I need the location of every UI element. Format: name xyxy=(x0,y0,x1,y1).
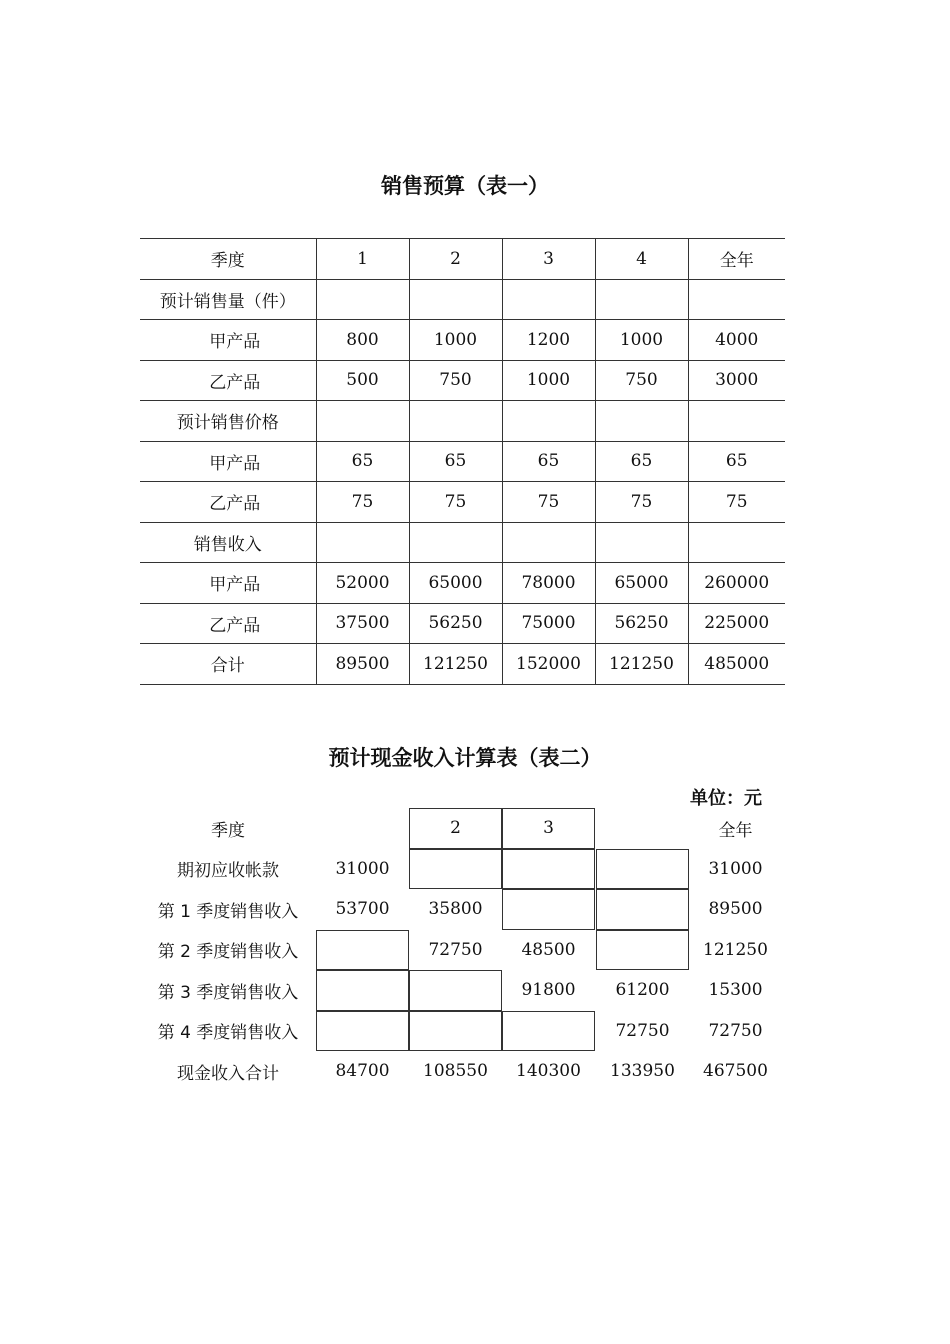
table-row xyxy=(140,401,785,442)
table-cell: 75 xyxy=(409,482,502,523)
table-cell: 61200 xyxy=(615,980,670,1001)
row-label: 销售收入 xyxy=(140,522,316,563)
table-cell xyxy=(316,808,409,849)
table-cell: 65 xyxy=(409,441,502,482)
table-cell xyxy=(409,522,502,563)
table-cell: 750 xyxy=(595,360,688,401)
table-row xyxy=(140,563,785,604)
table-cell: 56250 xyxy=(409,603,502,644)
table-cell: 56250 xyxy=(595,603,688,644)
table-cell: 133950 xyxy=(610,1061,675,1082)
table-cell xyxy=(688,522,785,563)
table-cell xyxy=(316,401,409,442)
table-cell: 65000 xyxy=(595,563,688,604)
table-cell: 72750 xyxy=(615,1020,670,1041)
table-cell xyxy=(502,522,595,563)
table-cell: 75 xyxy=(502,482,595,523)
table-cell xyxy=(502,849,595,890)
row-label: 预计销售价格 xyxy=(140,401,316,442)
table-cell xyxy=(316,970,409,1011)
table-cell: 1000 xyxy=(595,320,688,361)
row-label: 甲产品 xyxy=(140,441,316,482)
table-cell: 75 xyxy=(595,482,688,523)
table-cell: 89500 xyxy=(316,644,409,685)
table-cell xyxy=(409,849,502,890)
table-cell: 485000 xyxy=(688,644,785,685)
table-cell xyxy=(409,1011,502,1052)
table-cell: 72750 xyxy=(428,939,483,960)
table-cell: 31000 xyxy=(335,858,390,879)
row-label: 甲产品 xyxy=(140,563,316,604)
table-cell: 75 xyxy=(688,482,785,523)
table-cell: 15300 xyxy=(708,980,763,1001)
unit-label: 单位：元 xyxy=(690,788,762,809)
table-cell: 52000 xyxy=(316,563,409,604)
row-label: 期初应收帐款 xyxy=(177,861,279,882)
row-label: 乙产品 xyxy=(140,360,316,401)
table-cell: 78000 xyxy=(502,563,595,604)
row-label: 第 4 季度销售收入 xyxy=(157,1023,299,1044)
header-label: 季度 xyxy=(140,239,316,280)
row-label: 现金收入合计 xyxy=(177,1063,279,1084)
row-label: 第 1 季度销售收入 xyxy=(157,901,299,922)
row-label: 第 2 季度销售收入 xyxy=(157,942,299,963)
table-row xyxy=(140,644,785,685)
table-cell xyxy=(409,401,502,442)
header-cell: 1 xyxy=(316,239,409,280)
table-cell xyxy=(316,522,409,563)
table-row xyxy=(140,603,785,644)
table-cell: 4000 xyxy=(688,320,785,361)
table-cell: 800 xyxy=(316,320,409,361)
header-cell: 全年 xyxy=(688,239,785,280)
table-cell xyxy=(595,279,688,320)
table-row xyxy=(140,441,785,482)
table-cell xyxy=(409,279,502,320)
table-row xyxy=(140,522,785,563)
table1-header-row xyxy=(140,239,785,280)
table-cell: 1000 xyxy=(409,320,502,361)
table-cell: 84700 xyxy=(335,1061,390,1082)
table-cell: 750 xyxy=(409,360,502,401)
sales-budget-table xyxy=(140,238,785,685)
table-cell xyxy=(316,279,409,320)
table-cell xyxy=(502,401,595,442)
table-cell: 2 xyxy=(409,808,502,849)
header-cell: 3 xyxy=(502,239,595,280)
table-cell: 1200 xyxy=(502,320,595,361)
table-cell xyxy=(409,970,502,1011)
row-label: 乙产品 xyxy=(140,482,316,523)
table-cell xyxy=(596,808,689,849)
table-cell: 65 xyxy=(688,441,785,482)
header-cell: 2 xyxy=(409,239,502,280)
table-cell: 467500 xyxy=(703,1061,768,1082)
table-cell: 75000 xyxy=(502,603,595,644)
row-label: 第 3 季度销售收入 xyxy=(157,982,299,1003)
table-cell: 65 xyxy=(595,441,688,482)
table-cell: 3 xyxy=(502,808,595,849)
row-label: 乙产品 xyxy=(140,603,316,644)
table-cell: 75 xyxy=(316,482,409,523)
table-cell: 65000 xyxy=(409,563,502,604)
table-cell: 1000 xyxy=(502,360,595,401)
table-row xyxy=(140,360,785,401)
table-row xyxy=(140,279,785,320)
table-cell: 65 xyxy=(502,441,595,482)
header-cell: 4 xyxy=(595,239,688,280)
table-row xyxy=(140,482,785,523)
table-cell xyxy=(316,1011,409,1052)
table-cell: 225000 xyxy=(688,603,785,644)
table-cell xyxy=(688,279,785,320)
table2-title: 预计现金收入计算表（表二） xyxy=(328,746,602,770)
table-cell xyxy=(502,1011,595,1052)
row-label: 预计销售量（件） xyxy=(140,279,316,320)
table-cell xyxy=(688,401,785,442)
table-row xyxy=(140,320,785,361)
row-label: 合计 xyxy=(140,644,316,685)
table-cell xyxy=(502,889,595,930)
table-cell: 91800 xyxy=(521,980,576,1001)
table-cell: 3000 xyxy=(688,360,785,401)
table-cell: 48500 xyxy=(521,939,576,960)
table-cell: 108550 xyxy=(423,1061,488,1082)
table-cell: 500 xyxy=(316,360,409,401)
row-label: 季度 xyxy=(211,820,245,841)
table-cell: 65 xyxy=(316,441,409,482)
row-label: 甲产品 xyxy=(140,320,316,361)
table-cell: 121250 xyxy=(409,644,502,685)
table-cell: 121250 xyxy=(595,644,688,685)
table-cell xyxy=(595,522,688,563)
table-cell: 152000 xyxy=(502,644,595,685)
table-cell: 89500 xyxy=(708,899,763,920)
table-cell xyxy=(502,279,595,320)
table1-title: 销售预算（表一） xyxy=(381,174,549,198)
cash-receipts-table xyxy=(140,808,800,1090)
table-cell: 140300 xyxy=(516,1061,581,1082)
table-cell: 72750 xyxy=(708,1020,763,1041)
table-cell xyxy=(596,849,689,890)
table-cell: 260000 xyxy=(688,563,785,604)
table-cell xyxy=(596,889,689,930)
table-cell: 121250 xyxy=(703,939,768,960)
table-cell xyxy=(595,401,688,442)
table-cell xyxy=(596,930,689,971)
table-cell: 35800 xyxy=(428,899,483,920)
table-cell: 53700 xyxy=(335,899,390,920)
table-cell: 37500 xyxy=(316,603,409,644)
table-cell: 全年 xyxy=(718,820,753,841)
table-cell xyxy=(316,930,409,971)
table-cell: 31000 xyxy=(708,858,763,879)
